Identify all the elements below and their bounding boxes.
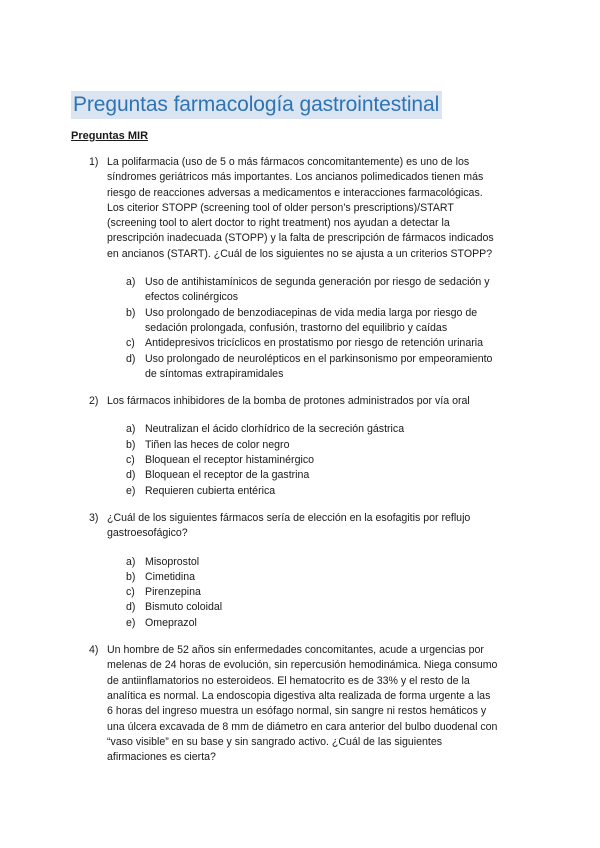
question-number: 2): [89, 395, 99, 408]
option-text: Uso de antihistamínicos de segunda generación por riesgo de sedación y efectos colinérgicos: [145, 276, 490, 304]
answer-option: [126, 555, 499, 570]
option-letter: b): [126, 306, 136, 319]
option-text: Neutralizan el ácido clorhídrico de la secreción gástrica: [145, 423, 405, 436]
answer-option: [126, 600, 499, 615]
option-text: Pirenzepina: [145, 586, 201, 599]
option-text: Cimetidina: [145, 570, 196, 583]
question-text: ¿Cuál de los siguientes fármacos sería de elección en la esofagitis por reflujo gastroesofágico?: [107, 511, 471, 540]
option-letter: b): [126, 570, 136, 583]
option-letter: b): [126, 438, 136, 451]
option-letter: c): [126, 454, 135, 467]
answer-option: [126, 422, 499, 437]
option-text: Misoprostol: [145, 555, 200, 568]
section-subtitle: Preguntas MIR: [71, 130, 149, 142]
answer-options: [107, 422, 499, 498]
answer-option: [126, 570, 499, 585]
question-body: [107, 155, 499, 382]
option-letter: e): [126, 484, 136, 497]
question-number: 4): [89, 644, 99, 657]
question-2: [89, 394, 499, 499]
answer-option: [126, 306, 499, 337]
option-letter: d): [126, 601, 136, 614]
option-text: Bismuto coloidal: [145, 601, 223, 614]
option-letter: d): [126, 469, 136, 482]
option-letter: a): [126, 276, 136, 289]
answer-option: [126, 352, 499, 383]
question-text: Los fármacos inhibidores de la bomba de protones administrados por vía oral: [107, 395, 470, 408]
answer-option: [126, 453, 499, 468]
question-body: [107, 643, 499, 765]
answer-option: [126, 585, 499, 600]
answer-option: [126, 616, 499, 631]
answer-option: [126, 336, 499, 351]
question-body: [107, 511, 499, 631]
question-4: [89, 643, 499, 765]
answer-options: [107, 275, 499, 382]
option-letter: a): [126, 423, 136, 436]
option-text: Bloquean el receptor histaminérgico: [145, 454, 315, 467]
question-number: 3): [89, 511, 99, 524]
answer-option: [126, 438, 499, 453]
option-text: Antidepresivos tricíclicos en prostatismo por riesgo de retención urinaria: [145, 337, 483, 350]
question-body: [107, 394, 499, 499]
option-letter: e): [126, 616, 136, 629]
option-letter: c): [126, 586, 135, 599]
question-3: [89, 511, 499, 631]
question-list: [89, 155, 499, 777]
option-letter: c): [126, 337, 135, 350]
answer-option: [126, 484, 499, 499]
question-text: Un hombre de 52 años sin enfermedades concomitantes, acude a urgencias por melenas de 24 horas de evolución, sin repercusión hemodinámica. Niega consumo de antiinflamatorios no esteroideos. El hematocrito es de 33% y el resto de la analítica es normal. La endoscopia digestiva alta realizada de forma urgente a las 6 horas del ingreso muestra un esófago normal, sin sangre ni restos hemáticos y una úlcera excavada de 8 mm de diámetro en cara anterior del bulbo duodenal con “vaso visible” en su base y sin sangrado activo. ¿Cuál de las siguientes afirmaciones es cierta?: [107, 644, 498, 764]
answer-option: [126, 275, 499, 306]
question-number: 1): [89, 156, 99, 168]
option-letter: a): [126, 555, 136, 568]
option-text: Uso prolongado de benzodiacepinas de vida media larga por riesgo de sedación prolongada, confusión, trastorno del equilibrio y caídas: [145, 306, 478, 334]
option-text: Uso prolongado de neurolépticos en el parkinsonismo por empeoramiento de síntomas extrapiramidales: [145, 352, 493, 380]
option-text: Omeprazol: [145, 616, 197, 629]
option-text: Tiñen las heces de color negro: [145, 438, 290, 451]
answer-options: [107, 555, 499, 631]
question-text: La polifarmacia (uso de 5 o más fármacos concomitantemente) es uno de los síndromes geriátricos más importantes. Los ancianos polimedicados tienen más riesgo de reacciones adversas a medicamentos e interacciones farmacológicas. Los citerior STOPP (screening tool of older person's prescriptions)/START (screening tool to alert doctor to right treatment) nos ayudan a detectar la prescripción inadecuada (STOPP) y la falta de prescripción de fármacos indicados en ancianos (START). ¿Cuál de los siguientes no se ajusta a un criterios STOPP?: [107, 156, 494, 260]
option-text: Requieren cubierta entérica: [145, 484, 276, 497]
option-text: Bloquean el receptor de la gastrina: [145, 469, 310, 482]
question-1: [89, 155, 499, 382]
page-title: Preguntas farmacología gastrointestinal: [71, 91, 442, 119]
option-letter: d): [126, 352, 136, 365]
answer-option: [126, 468, 499, 483]
